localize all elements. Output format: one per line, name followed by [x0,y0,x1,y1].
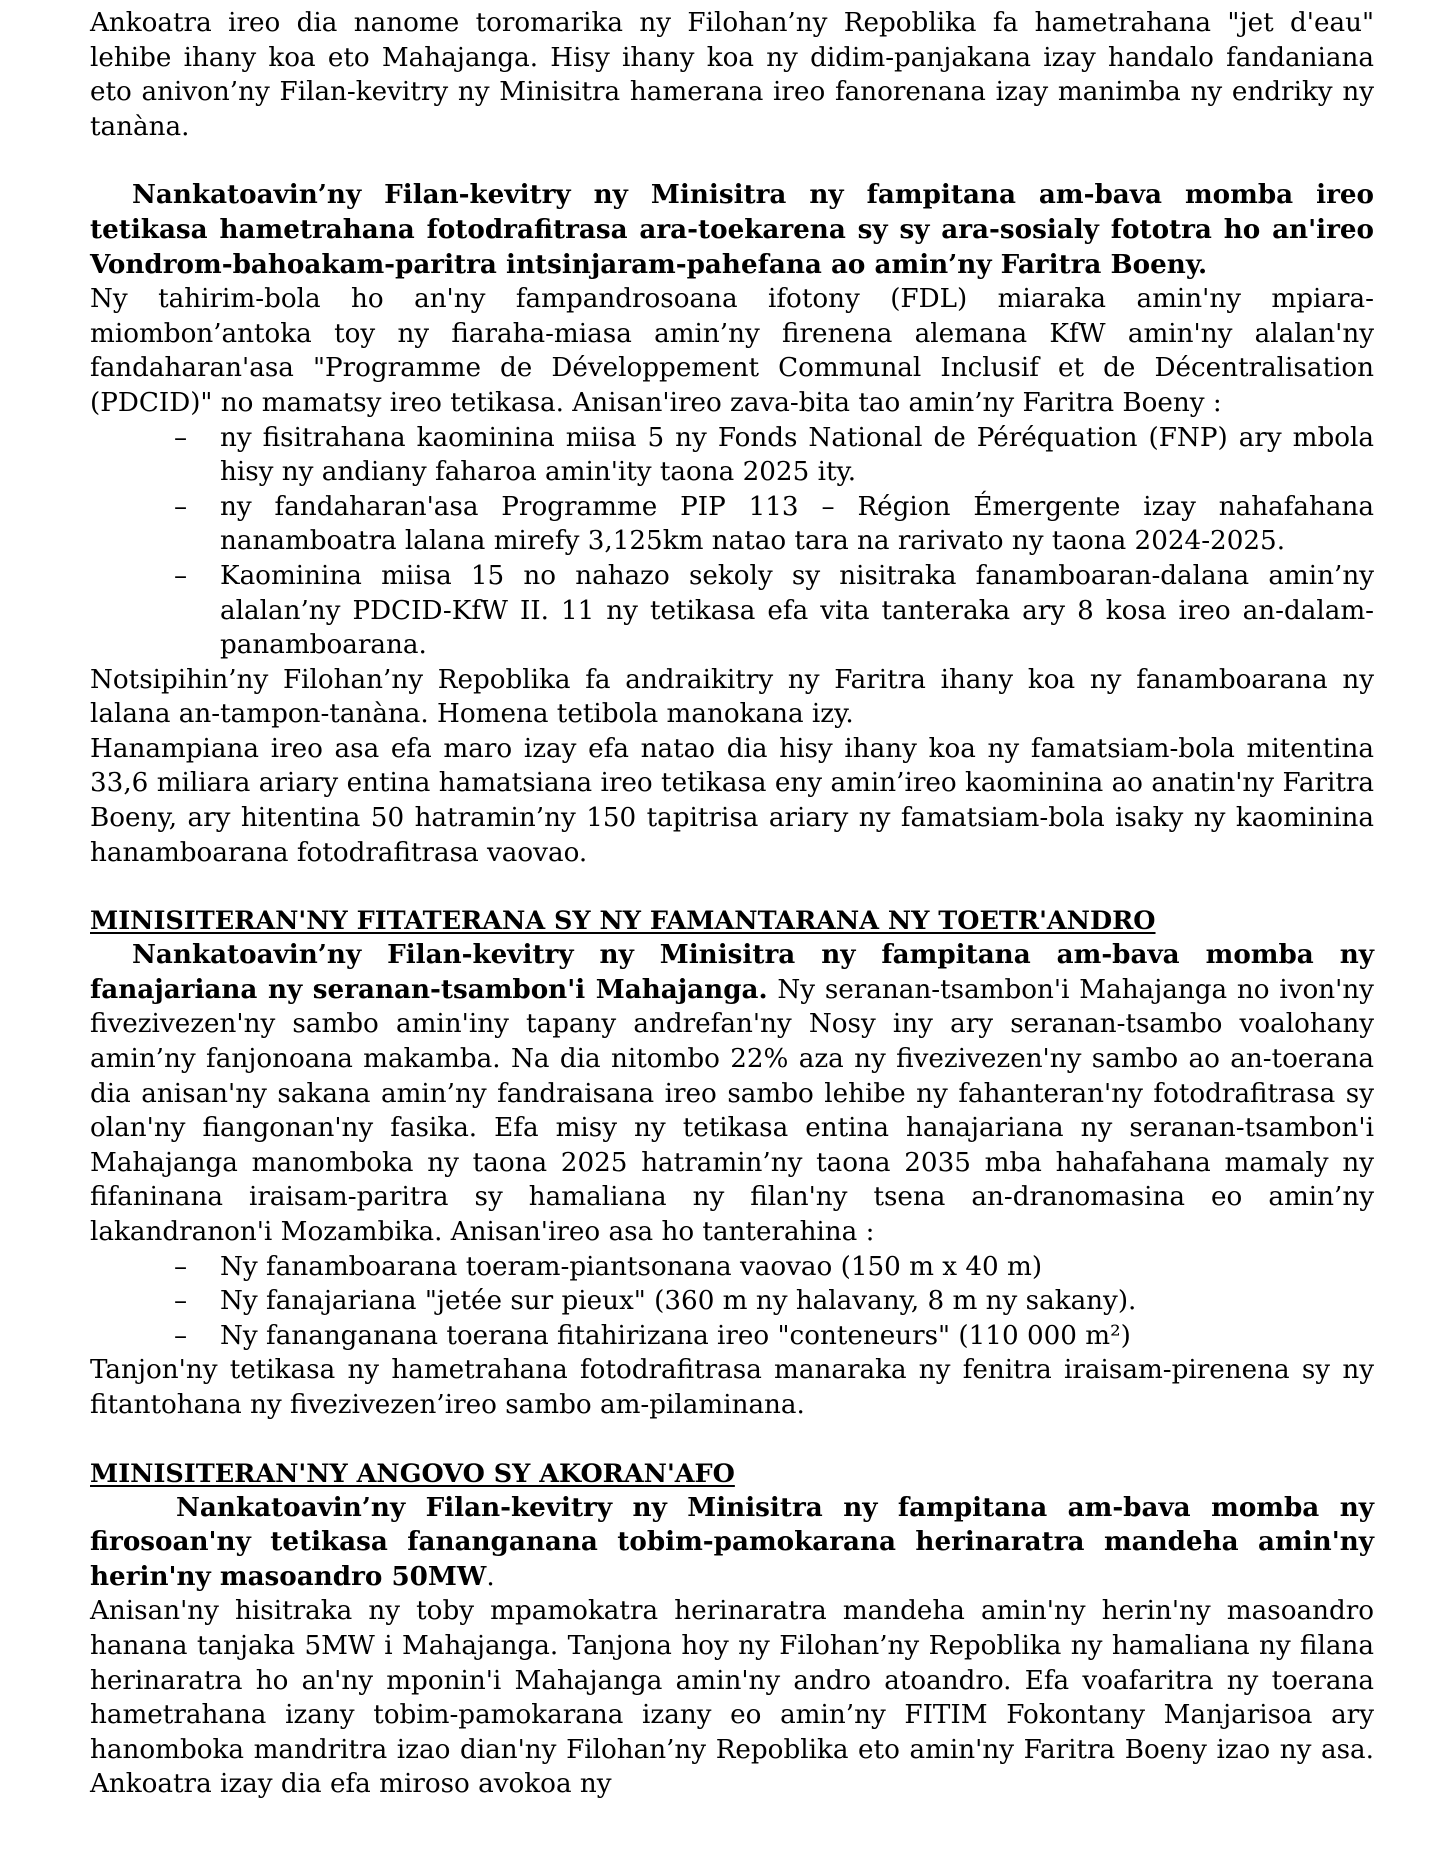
list-item: – Ny fananganana toerana fitahirizana ireo "conteneurs" (110 000 m²) [220,1319,1374,1354]
transport-paragraph [90,938,1374,1249]
fdl-funding-paragraph: Hanampiana ireo asa efa maro izay efa natao dia hisy ihany koa ny famatsiam-bola mitentina 33,6 miliara ariary entina hamatsiana ireo tetikasa eny amin’ireo kaominina ao anatin'ny Faritra Boeny, ary hitentina 50 hatramin’ny 150 tapitrisa ariary ny famatsiam-bola isaky ny kaominina hanamboarana fotodrafitrasa vaovao. [90,733,1374,868]
energy-body-paragraph: Anisan'ny hisitraka ny toby mpamokatra herinaratra mandeha amin'ny herin'ny masoandro hanana tanjaka 5MW i Mahajanga. Tanjona hoy ny Filohan’ny Repoblika ny hamaliana ny filana herinaratra ho an'ny mponin'i Mahajanga amin'ny andro atoandro. Efa voafaritra ny toerana hametrahana izany tobim-pamokarana izany eo amin’ny FITIM Fokontany Manjarisoa ary hanomboka mandritra izao dian'ny Filohan’ny Repoblika eto amin'ny Faritra Boeny izao ny asa. Ankoatra izay dia efa miroso avokoa ny [90,1596,1374,1800]
energy-bold-lead: Nankatoavin’ny Filan-kevitry ny Minisitra ny fampitana am-bava momba ny firosoan'ny tetikasa fananganana tobim-pamokarana herinaratra mandeha amin'ny herin'ny masoandro 50MW [90,1491,1374,1592]
transport-goal-paragraph: Tanjon'ny tetikasa ny hametrahana fotodrafitrasa manaraka ny fenitra iraisam-pirenena sy ny fitantohana ny fivezivezen’ireo sambo am-pilaminana. [90,1355,1374,1420]
energy-lead-paragraph [90,1491,1374,1595]
list-item: – Kaominina miisa 15 no nahazo sekoly sy nisitraka fanamboaran-dalana amin’ny alalan’ny PDCID-KfW II. 11 ny tetikasa efa vita tanteraka ary 8 kosa ireo an-dalam-panamboarana. [220,559,1374,663]
transport-ministry-heading: MINISITERAN'NY FITATERANA SY NY FAMANTARANA NY TOETR'ANDRO [90,906,1156,937]
energy-bold-tail: . [486,1561,495,1592]
intro-paragraph: Ankoatra ireo dia nanome toromarika ny Filohan’ny Repoblika fa hametrahana "jet d'eau" lehibe ihany koa eto Mahajanga. Hisy ihany koa ny didim-panjakana izay handalo fandaniana eto anivon’ny Filan-kevitry ny Minisitra hamerana ireo fanorenana izay manimba ny endriky ny tanàna. [90,8,1374,142]
list-item: – ny fandaharan'asa Programme PIP 113 – Région Émergente izay nahafahana nanamboatra lalana mirefy 3,125km natao tara na rarivato ny taona 2024-2025. [220,490,1374,559]
fdl-roads-paragraph: Notsipihin’ny Filohan’ny Repoblika fa andraikitry ny Faritra ihany koa ny fanamboarana ny lalana an-tampon-tanàna. Homena tetibola manokana izy. [90,664,1374,730]
spacer [90,144,1374,178]
list-item: – Ny fanajariana "jetée sur pieux" (360 m ny halavany, 8 m ny sakany). [220,1284,1374,1319]
spacer [90,1423,1374,1457]
energy-ministry-heading: MINISITERAN'NY ANGOVO SY AKORAN'AFO [90,1458,735,1489]
transport-body-text: Ny seranan-tsambon'i Mahajanga no ivon'ny fivezivezen'ny sambo amin'iny tapany andrefan'ny Nosy iny ary seranan-tsambo voalohany amin’ny fanjonoana makamba. Na dia nitombo 22% aza ny fivezivezen'ny sambo ao an-toerana dia anisan'ny sakana amin’ny fandraisana ireo sambo lehibe ny fahanteran'ny fotodrafitrasa sy olan'ny fiangonan'ny fasika. Efa misy ny tetikasa entina hanajariana ny seranan-tsambon'i Mahajanga manomboka ny taona 2025 hatramin’ny taona 2035 mba hahafahana mamaly ny fifaninana iraisam-paritra sy hamaliana ny filan'ny tsena an-dranomasina eo amin’ny lakandranon'i Mozambika. Anisan'ireo asa ho tanterahina : [90,974,1374,1247]
port-works-list [90,1250,1374,1354]
list-item: – ny fisitrahana kaominina miisa 5 ny Fonds National de Péréquation (FNP) ary mbola hisy ny andiany faharoa amin'ity taona 2025 ity. [220,421,1374,490]
transport-bold-lead: Nankatoavin’ny Filan-kevitry ny Minisitra ny fampitana am-bava momba ny fanajariana ny seranan-tsambon'i Mahajanga. [90,939,1374,1005]
list-item: – Ny fanamboarana toeram-piantsonana vaovao (150 m x 40 m) [220,1250,1374,1285]
fdl-body-paragraph: Ny tahirim-bola ho an'ny fampandrosoana ifotony (FDL) miaraka amin'ny mpiara-miombon’antoka toy ny fiaraha-miasa amin’ny firenena alemana KfW amin'ny alalan'ny fandaharan'asa "Programme de Développement Communal Inclusif et de Décentralisation (PDCID)" no mamatsy ireo tetikasa. Anisan'ireo zava-bita tao amin’ny Faritra Boeny : [90,284,1374,418]
fdl-achievements-list [90,421,1374,663]
spacer [90,870,1374,904]
fdl-bold-lead: Nankatoavin’ny Filan-kevitry ny Minisitra ny fampitana am-bava momba ireo tetikasa hametrahana fotodrafitrasa ara-toekarena sy sy ara-sosialy fototra ho an'ireo Vondrom-bahoakam-paritra intsinjaram-pahefana ao amin’ny Faritra Boeny. [90,179,1374,280]
